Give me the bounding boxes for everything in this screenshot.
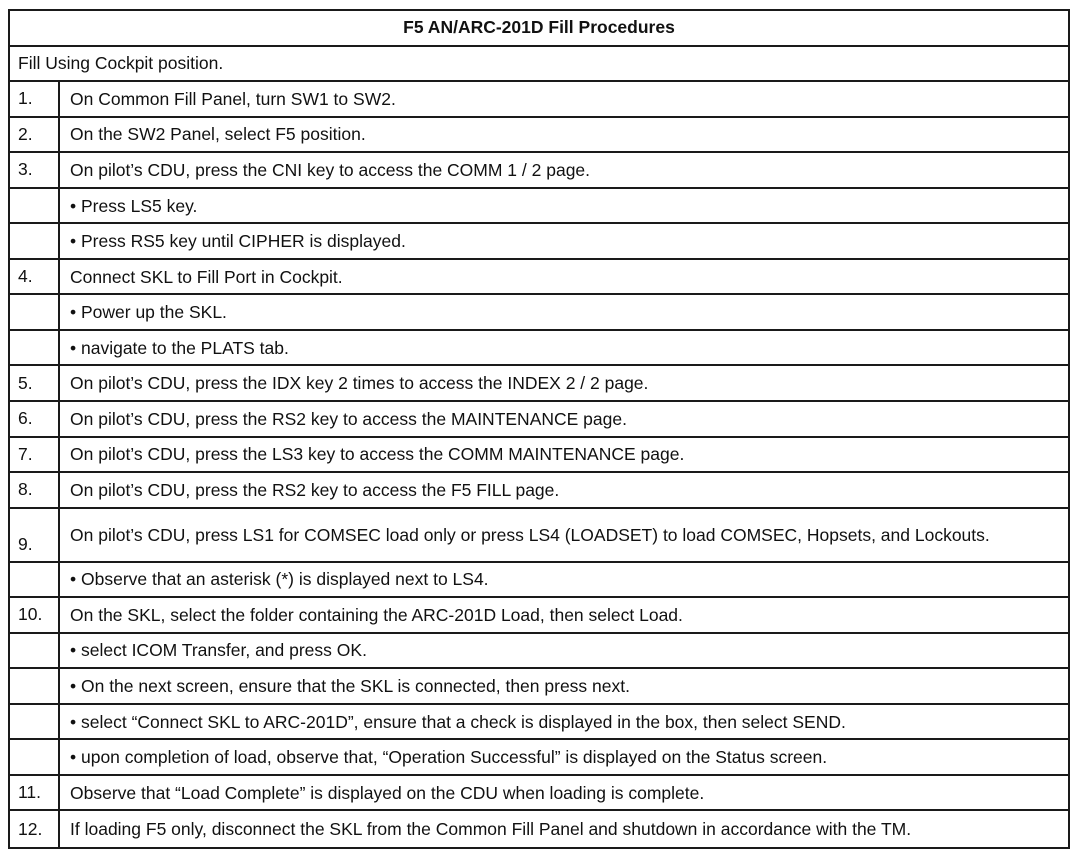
table-row	[10, 811, 1068, 847]
table-row	[10, 260, 1068, 296]
table-row	[10, 189, 1068, 225]
step-number: 7.	[10, 438, 60, 472]
table-row	[10, 598, 1068, 634]
table-row	[10, 366, 1068, 402]
step-text: • navigate to the PLATS tab.	[70, 337, 289, 358]
step-number: 10.	[10, 598, 60, 632]
step-text: On pilot’s CDU, press the LS3 key to access the COMM MAINTENANCE page.	[70, 444, 685, 465]
step-number: 8.	[10, 473, 60, 507]
step-text: On pilot’s CDU, press the RS2 key to access the F5 FILL page.	[70, 479, 560, 500]
step-text: On pilot’s CDU, press LS1 for COMSEC load only or press LS4 (LOADSET) to load COMSEC, Hopsets, and Lockouts.	[70, 524, 990, 545]
step-number: 1.	[10, 82, 60, 116]
table-row	[10, 118, 1068, 154]
table-row	[10, 153, 1068, 189]
step-number	[10, 634, 60, 668]
table-row	[10, 740, 1068, 776]
step-number	[10, 331, 60, 365]
table-title: F5 AN/ARC-201D Fill Procedures	[403, 17, 675, 38]
table-row	[10, 224, 1068, 260]
step-text: • select “Connect SKL to ARC-201D”, ensure that a check is displayed in the box, then select SEND.	[70, 711, 846, 732]
step-number: 2.	[10, 118, 60, 152]
step-text: • Power up the SKL.	[70, 302, 227, 323]
step-number: 5.	[10, 366, 60, 400]
table-row	[10, 634, 1068, 670]
step-text: • Press RS5 key until CIPHER is displayed.	[70, 231, 406, 252]
table-row	[10, 295, 1068, 331]
step-number	[10, 295, 60, 329]
step-number	[10, 224, 60, 258]
step-number: 12.	[10, 811, 60, 847]
table-row	[10, 563, 1068, 599]
step-number: 9.	[10, 509, 60, 561]
table-row	[10, 82, 1068, 118]
step-text: On pilot’s CDU, press the CNI key to access the COMM 1 / 2 page.	[70, 159, 591, 180]
step-text: Observe that “Load Complete” is displayed on the CDU when loading is complete.	[70, 782, 705, 803]
step-number	[10, 740, 60, 774]
fill-procedures-table	[8, 9, 1070, 849]
step-number: 4.	[10, 260, 60, 294]
step-number: 3.	[10, 153, 60, 187]
table-row	[10, 509, 1068, 563]
step-text: On pilot’s CDU, press the IDX key 2 times to access the INDEX 2 / 2 page.	[70, 373, 649, 394]
table-title-row	[10, 11, 1068, 47]
step-text: On the SKL, select the folder containing the ARC-201D Load, then select Load.	[70, 604, 683, 625]
step-text: • On the next screen, ensure that the SKL is connected, then press next.	[70, 676, 630, 696]
step-number	[10, 669, 60, 703]
step-number	[10, 189, 60, 223]
step-number	[10, 563, 60, 597]
step-number	[10, 705, 60, 739]
step-text: • select ICOM Transfer, and press OK.	[70, 640, 367, 661]
table-row	[10, 402, 1068, 438]
table-subtitle: Fill Using Cockpit position.	[18, 52, 224, 73]
table-row	[10, 438, 1068, 474]
step-text: On pilot’s CDU, press the RS2 key to access the MAINTENANCE page.	[70, 408, 627, 429]
step-text: On Common Fill Panel, turn SW1 to SW2.	[70, 88, 396, 109]
table-row	[10, 705, 1068, 741]
step-number: 6.	[10, 402, 60, 436]
step-text: • Observe that an asterisk (*) is displayed next to LS4.	[70, 569, 489, 590]
table-subtitle-row	[10, 47, 1068, 83]
step-text: • upon completion of load, observe that, “Operation Successful” is displayed on the Status screen.	[70, 747, 828, 768]
table-row	[10, 669, 1068, 705]
table-row	[10, 331, 1068, 367]
step-text: If loading F5 only, disconnect the SKL from the Common Fill Panel and shutdown in accordance with the TM.	[70, 819, 912, 840]
step-text: • Press LS5 key.	[70, 195, 198, 216]
table-row	[10, 776, 1068, 812]
step-text: On the SW2 Panel, select F5 position.	[70, 124, 366, 145]
step-text: Connect SKL to Fill Port in Cockpit.	[70, 266, 343, 287]
table-row	[10, 473, 1068, 509]
step-number: 11.	[10, 776, 60, 810]
